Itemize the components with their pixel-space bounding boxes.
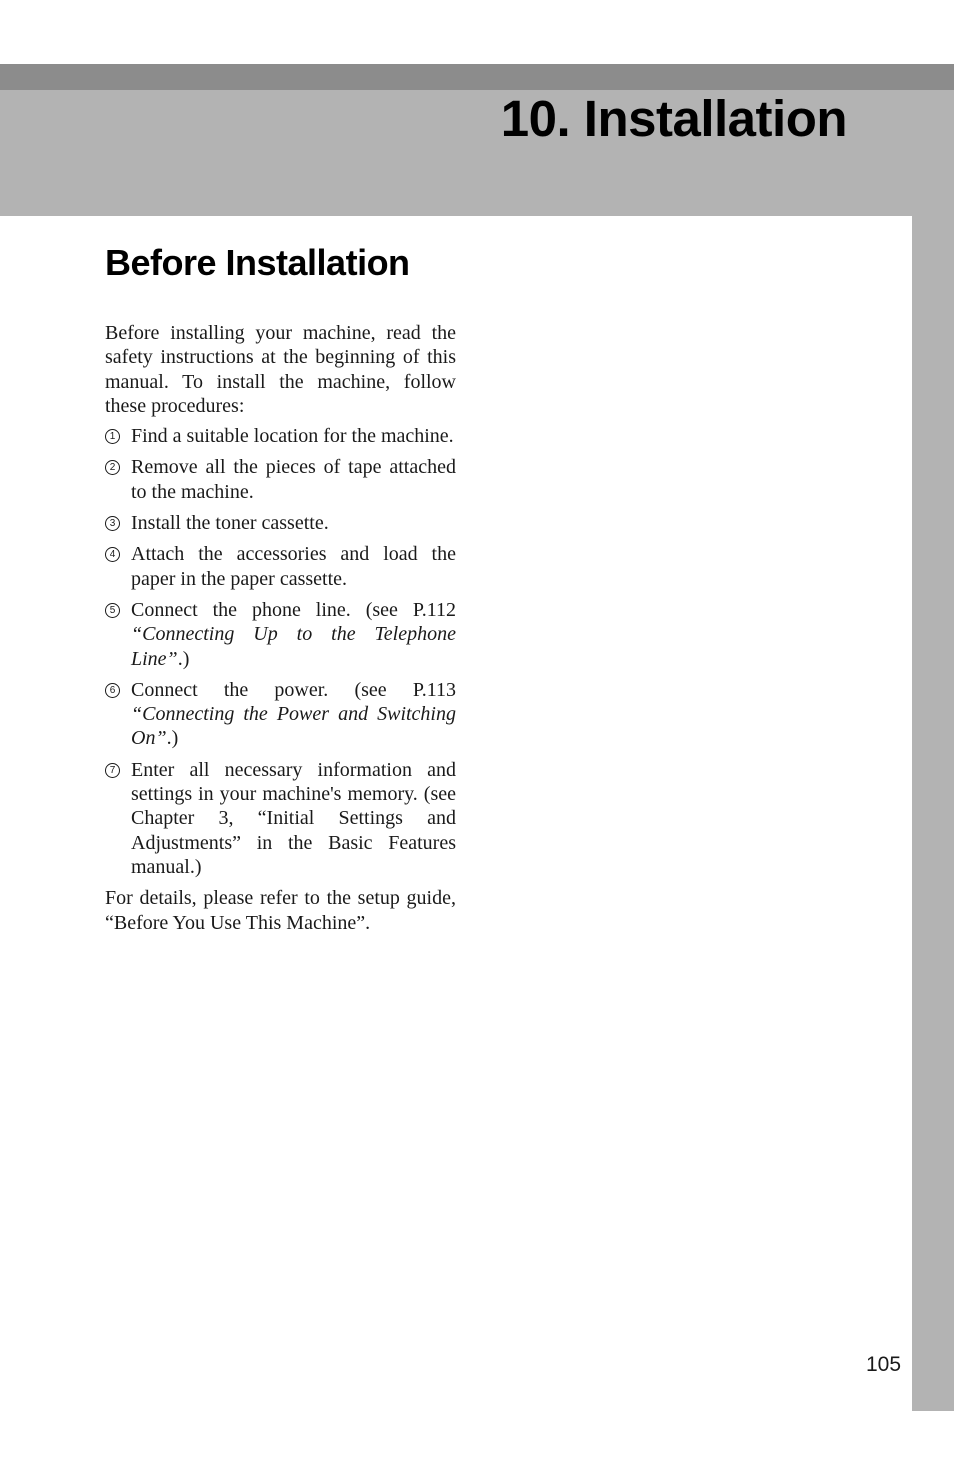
step-text: Connect the phone line. (see P.112: [131, 598, 456, 621]
step-number-badge: 5: [105, 603, 120, 618]
procedure-step: [105, 455, 456, 504]
step-text: Enter all necessary information and settings in your machine's memory. (see Chapter 3, “Initial Settings and Adjustments” in the Basic Features manual.): [131, 758, 456, 878]
closing-paragraph: For details, please refer to the setup guide, “Before You Use This Machine”.: [105, 887, 456, 934]
step-text: Remove all the pieces of tape attached to the machine.: [131, 456, 456, 503]
procedure-step: [105, 758, 456, 879]
cross-reference-link[interactable]: “Connecting the Power and Switching On”: [131, 703, 456, 750]
procedure-step: [105, 598, 456, 671]
page-number: 105: [866, 1353, 902, 1376]
body-content: [105, 321, 456, 935]
step-number-badge: 2: [105, 460, 120, 475]
step-number-badge: 7: [105, 763, 120, 778]
procedure-step: [105, 678, 456, 751]
step-number-badge: 6: [105, 683, 120, 698]
procedure-list: [105, 424, 456, 879]
step-text: Find a suitable location for the machine.: [131, 425, 454, 448]
intro-paragraph: Before installing your machine, read the safety instructions at the beginning of this manual. To install the machine, follow these procedures:: [105, 322, 456, 417]
step-text: Attach the accessories and load the paper in the paper cassette.: [131, 543, 456, 590]
procedure-step: [105, 542, 456, 591]
step-text: Connect the power. (see P.113: [131, 678, 456, 701]
section-title: Before Installation: [105, 242, 410, 283]
chapter-side-tab: [912, 216, 954, 1411]
step-number-badge: 1: [105, 429, 120, 444]
procedure-step: [105, 511, 456, 535]
step-number-badge: 4: [105, 547, 120, 562]
step-text: Install the toner cassette.: [131, 512, 329, 535]
step-text-suffix: .): [177, 647, 190, 670]
header-top-strip: [0, 64, 954, 90]
chapter-title: 10. Installation: [500, 90, 847, 147]
step-number-badge: 3: [105, 516, 120, 531]
procedure-step: [105, 424, 456, 448]
cross-reference-link[interactable]: “Connecting Up to the Telephone Line”: [131, 623, 456, 670]
step-text-suffix: .): [166, 727, 179, 750]
